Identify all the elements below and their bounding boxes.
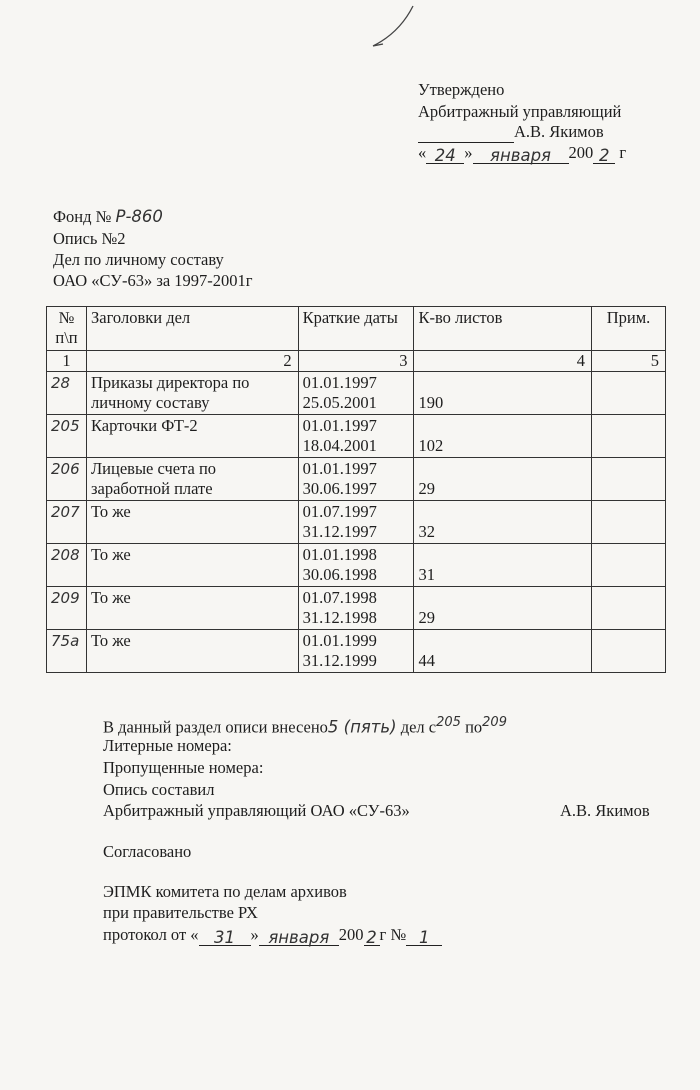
- compiled-by: Опись составил: [103, 780, 215, 799]
- column-number-row: [47, 351, 666, 372]
- fond-label: Фонд №: [53, 207, 112, 226]
- row-dates: [298, 544, 414, 587]
- header-cell-num: № п\п: [47, 307, 87, 351]
- row-date-to: 30.06.1998: [302, 565, 377, 584]
- row-sheets: [414, 372, 592, 415]
- row-date-from: 01.01.1997: [302, 459, 377, 478]
- column-number: 4: [414, 351, 592, 372]
- row-date-to: 30.06.1997: [302, 479, 377, 498]
- header-cell-notes: Прим.: [592, 307, 666, 351]
- row-date-to: 25.05.2001: [302, 393, 377, 412]
- column-number: 5: [592, 351, 666, 372]
- row-number: 205: [47, 415, 87, 458]
- agreement-protocol-line: [103, 924, 442, 946]
- fond-line: [53, 206, 163, 228]
- row-date-to: 31.12.1997: [302, 522, 377, 541]
- column-number: 1: [47, 351, 87, 372]
- row-dates: [298, 372, 414, 415]
- summary-count: 5 (пять): [327, 717, 397, 737]
- row-sheets-value: 32: [418, 522, 435, 541]
- row-dates: [298, 458, 414, 501]
- row-number: 208: [47, 544, 87, 587]
- row-sheets: [414, 415, 592, 458]
- protocol-year-suffix: г №: [379, 925, 407, 944]
- row-number: 28: [47, 372, 87, 415]
- row-sheets: [414, 630, 592, 673]
- inventory-number: Опись №2: [53, 229, 126, 248]
- approval-year-suffix: г: [619, 143, 627, 162]
- approval-title: Утверждено: [418, 80, 505, 99]
- approval-date: [418, 142, 626, 164]
- row-sheets-value: 102: [418, 436, 444, 455]
- approval-year-prefix: 200: [568, 143, 594, 162]
- signature-blank: [418, 124, 514, 143]
- agreement-org-line1: ЭПМК комитета по делам архивов: [103, 882, 347, 901]
- row-sheets-value: 190: [418, 393, 444, 412]
- row-sheets: [414, 544, 592, 587]
- row-sheets: [414, 458, 592, 501]
- row-sheets: [414, 501, 592, 544]
- protocol-month: января: [259, 927, 339, 946]
- column-number: 3: [298, 351, 414, 372]
- row-date-from: 01.01.1999: [302, 631, 377, 650]
- agreement-title: Согласовано: [103, 842, 192, 861]
- row-title: То же: [86, 630, 298, 673]
- protocol-prefix: протокол от «: [103, 925, 199, 944]
- table-row: [47, 501, 666, 544]
- summary-entered-middle: дел с: [400, 717, 437, 737]
- row-title: То же: [86, 501, 298, 544]
- row-number: 209: [47, 587, 87, 630]
- row-sheets-value: 31: [418, 565, 435, 584]
- row-date-to: 18.04.2001: [302, 436, 377, 455]
- summary-entered-to: по: [465, 717, 483, 737]
- row-dates: [298, 630, 414, 673]
- row-sheets-value: 29: [418, 479, 435, 498]
- row-dates: [298, 501, 414, 544]
- agreement-org-line2: при правительстве РХ: [103, 903, 258, 922]
- approval-signature-line: [418, 121, 604, 143]
- summary-entered-prefix: В данный раздел описи внесено: [103, 717, 328, 737]
- letter-numbers: Литерные номера:: [103, 736, 232, 755]
- row-title: Карточки ФТ-2: [86, 415, 298, 458]
- missed-numbers: Пропущенные номера:: [103, 758, 264, 777]
- protocol-year-prefix: 200: [338, 925, 364, 944]
- protocol-quote-close: »: [250, 925, 259, 944]
- row-note: [592, 587, 666, 630]
- row-note: [592, 415, 666, 458]
- row-title: То же: [86, 544, 298, 587]
- row-note: [592, 458, 666, 501]
- protocol-number: 1: [406, 927, 442, 946]
- header-cell-title: Заголовки дел: [86, 307, 298, 351]
- table-row: [47, 630, 666, 673]
- approval-year-digit: 2: [593, 145, 615, 164]
- row-date-from: 01.07.1998: [302, 588, 377, 607]
- row-date-from: 01.07.1997: [302, 502, 377, 521]
- row-sheets-value: 44: [418, 651, 435, 670]
- row-title: Приказы директора по личному составу: [86, 372, 298, 415]
- table-row: [47, 587, 666, 630]
- column-number: 2: [86, 351, 298, 372]
- row-number: 75а: [47, 630, 87, 673]
- row-sheets: [414, 587, 592, 630]
- row-number: 206: [47, 458, 87, 501]
- compiler-name: А.В. Якимов: [560, 801, 650, 820]
- row-date-to: 31.12.1999: [302, 651, 377, 670]
- approval-month: января: [473, 145, 569, 164]
- approval-day: 24: [426, 145, 464, 164]
- table-row: [47, 458, 666, 501]
- row-date-to: 31.12.1998: [302, 608, 377, 627]
- approval-signer: А.В. Якимов: [514, 122, 604, 141]
- inventory-table: [46, 306, 666, 673]
- summary-to-number: 209: [482, 715, 507, 730]
- row-date-from: 01.01.1997: [302, 416, 377, 435]
- org-period: ОАО «СУ-63» за 1997-2001г: [53, 271, 253, 290]
- row-note: [592, 544, 666, 587]
- row-note: [592, 630, 666, 673]
- pen-stroke-mark: [365, 2, 425, 52]
- compiler-position: Арбитражный управляющий ОАО «СУ-63»: [103, 801, 410, 820]
- quote-close: »: [464, 143, 473, 162]
- row-number: 207: [47, 501, 87, 544]
- protocol-day: 31: [199, 927, 251, 946]
- table-row: [47, 544, 666, 587]
- row-sheets-value: 29: [418, 608, 435, 627]
- header-cell-dates: Краткие даты: [298, 307, 414, 351]
- row-dates: [298, 587, 414, 630]
- row-title: Лицевые счета по заработной плате: [86, 458, 298, 501]
- table-header-row: [47, 307, 666, 351]
- row-date-from: 01.01.1997: [302, 373, 377, 392]
- table-row: [47, 372, 666, 415]
- quote-open: «: [418, 143, 427, 162]
- row-date-from: 01.01.1998: [302, 545, 377, 564]
- approval-position: Арбитражный управляющий: [418, 102, 622, 121]
- row-dates: [298, 415, 414, 458]
- table-row: [47, 415, 666, 458]
- fond-number: Р-860: [115, 207, 163, 226]
- summary-from-number: 205: [436, 715, 461, 730]
- inventory-subject: Дел по личному составу: [53, 250, 224, 269]
- row-title: То же: [86, 587, 298, 630]
- row-note: [592, 372, 666, 415]
- protocol-year-digit: 2: [364, 927, 380, 946]
- row-note: [592, 501, 666, 544]
- header-cell-sheets: К-во листов: [414, 307, 592, 351]
